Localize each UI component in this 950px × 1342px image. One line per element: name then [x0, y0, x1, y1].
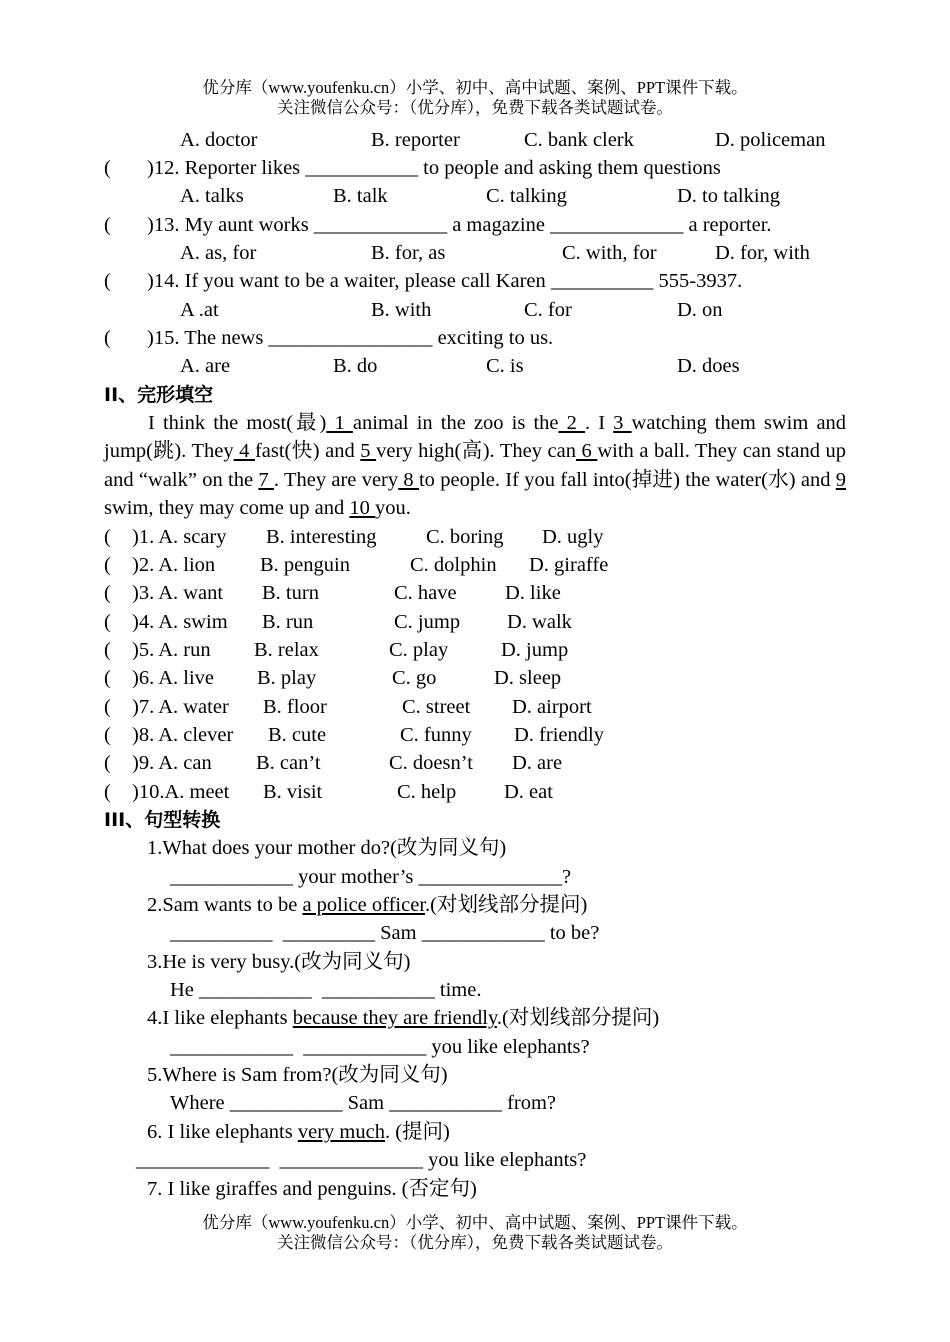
transform-q7: 7. I like giraffes and penguins. (否定句)	[147, 1178, 477, 1200]
transform-q2-underlined: a police officer	[302, 894, 426, 916]
cloze-question-1: ( )1. A. scary B. interesting C. boring D. ugly	[104, 526, 604, 548]
cloze-passage: I think the most(最) 1 animal in the zoo is the 2 . I 3 watching them swim and jump(跳). They 4 fast(快) and 5 very high(高). They can 6 with a ball. They can stand up and “walk” on the 7 . They are very 8 to people. If you fall into(掉进) the water(水) and 9 swim, they may come up and 10 you.	[104, 412, 847, 520]
q14-option-c: C. for	[524, 299, 572, 321]
q14-stem: )14. If you want to be a waiter, please call Karen __________ 555-3937.	[147, 270, 743, 292]
section-3-title: III、句型转换	[104, 809, 221, 831]
cloze-blank-1: 1	[326, 412, 353, 434]
transform-a1: ____________ your mother’s ______________?	[170, 866, 572, 888]
cloze-blank-5: 5	[360, 440, 377, 463]
q12-option-c: C. talking	[486, 185, 567, 207]
cloze-question-5: ( )5. A. run B. relax C. play D. jump	[104, 639, 569, 661]
q14-paren: (	[104, 270, 111, 292]
q12-options	[0, 182, 950, 210]
cloze-blank-6: 6	[575, 440, 598, 463]
cloze-question-2: ( )2. A. lion B. penguin C. dolphin D. giraffe	[104, 554, 609, 576]
transform-q5: 5.Where is Sam from?(改为同义句)	[147, 1064, 448, 1086]
q15-option-a: A. are	[180, 355, 231, 377]
q14-options	[0, 296, 950, 324]
cloze-question-9: ( )9. A. can B. can’t C. doesn’t D. are	[104, 752, 563, 774]
page-header-line-2: 关注微信公众号：（优分库），免费下载各类试题试卷。	[277, 98, 673, 117]
cloze-blank-2: 2	[558, 412, 585, 434]
q11-option-b: B. reporter	[371, 129, 460, 151]
page-header-line-1: 优分库（www.youfenku.cn）小学、初中、高中试题、案例、PPT课件下载。	[202, 78, 748, 97]
transform-q2: 2.Sam wants to be a police officer.(对划线部分提问)	[147, 894, 588, 916]
q13-option-b: B. for, as	[371, 242, 446, 264]
q15-option-d: D. does	[677, 355, 740, 377]
q12-option-d: D. to talking	[677, 185, 781, 207]
q11-option-a: A. doctor	[180, 129, 258, 151]
cloze-question-10: ( )10.A. meet B. visit C. help D. eat	[104, 781, 553, 803]
q13-options	[0, 239, 950, 267]
transform-a3: He ___________ ___________ time.	[170, 979, 482, 1001]
transform-a4: ____________ ____________ you like elephants?	[170, 1036, 590, 1058]
cloze-blank-7: 7	[258, 468, 274, 491]
transform-q4-underlined: because they are friendly	[292, 1007, 497, 1029]
q11-options	[0, 126, 950, 154]
q12-stem: )12. Reporter likes ___________ to people and asking them questions	[147, 157, 721, 179]
cloze-question-8: ( )8. A. clever B. cute C. funny D. friendly	[104, 724, 604, 746]
section-2-title: II、完形填空	[104, 384, 214, 406]
cloze-question-4: ( )4. A. swim B. run C. jump D. walk	[104, 611, 572, 633]
cloze-question-3: ( )3. A. want B. turn C. have D. like	[104, 582, 561, 604]
page-footer-line-2: 关注微信公众号：（优分库），免费下载各类试题试卷。	[277, 1233, 673, 1252]
transform-q6: 6. I like elephants very much. (提问)	[147, 1121, 450, 1143]
transform-q1: 1.What does your mother do?(改为同义句)	[147, 837, 507, 859]
q13-stem: )13. My aunt works _____________ a magazine _____________ a reporter.	[147, 214, 772, 236]
page-footer-line-1: 优分库（www.youfenku.cn）小学、初中、高中试题、案例、PPT课件下载。	[202, 1213, 748, 1232]
q13-option-d: D. for, with	[715, 242, 810, 264]
cloze-blank-8: 8	[398, 468, 419, 491]
cloze-blank-10: 10	[349, 497, 376, 520]
q14-option-a: A .at	[180, 299, 219, 321]
q14-option-d: D. on	[677, 299, 723, 321]
q14-option-b: B. with	[371, 299, 432, 321]
q12-option-b: B. talk	[333, 185, 388, 207]
cloze-blank-9: 9	[835, 468, 847, 491]
q13-option-a: A. as, for	[180, 242, 257, 264]
q15-paren: (	[104, 327, 111, 349]
q12-paren: (	[104, 157, 111, 179]
transform-a5: Where ___________ Sam ___________ from?	[170, 1092, 557, 1114]
q15-option-b: B. do	[333, 355, 378, 377]
q15-stem: )15. The news ________________ exciting to us.	[147, 327, 554, 349]
q13-paren: (	[104, 214, 111, 236]
transform-q4: 4.I like elephants because they are friendly.(对划线部分提问)	[147, 1007, 660, 1029]
q12-option-a: A. talks	[180, 185, 244, 207]
q15-option-c: C. is	[486, 355, 524, 377]
cloze-question-7: ( )7. A. water B. floor C. street D. airport	[104, 696, 592, 718]
transform-a2: __________ _________ Sam ____________ to be?	[170, 922, 600, 944]
transform-q3: 3.He is very busy.(改为同义句)	[147, 951, 411, 973]
cloze-blank-4: 4	[233, 440, 255, 463]
q11-option-c: C. bank clerk	[524, 129, 634, 151]
transform-q6-underlined: very much	[297, 1121, 385, 1143]
cloze-question-6: ( )6. A. live B. play C. go D. sleep	[104, 667, 562, 689]
q11-option-d: D. policeman	[715, 129, 826, 151]
cloze-blank-3: 3	[613, 412, 632, 434]
q15-options	[0, 352, 950, 380]
q13-option-c: C. with, for	[562, 242, 657, 264]
transform-a6: _____________ ______________ you like elephants?	[136, 1149, 587, 1171]
